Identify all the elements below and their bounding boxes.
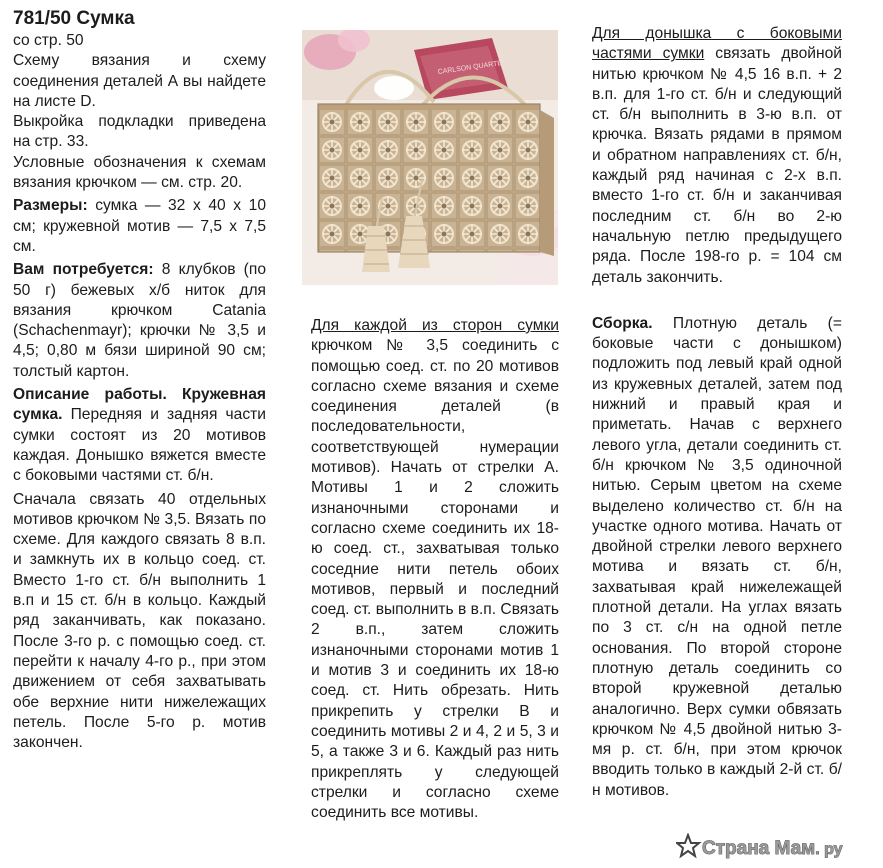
paragraph-description xyxy=(13,385,266,486)
sizes-text: сумка — 32 х 40 х 10 см; кружевной мотив — 7,5 х 7,5 см. xyxy=(13,197,266,255)
paragraph-scheme: Схему вязания и схему соединения деталей А вы найдете на листе D. xyxy=(13,52,266,110)
paragraph-sizes xyxy=(13,196,266,257)
paragraph-motifs: Сначала связать 40 отдельных мотивов крючком № 3,5. Вязать по схеме. Для каждого связать 8 в.п. и замкнуть их в кольцо соед. ст. Вместо 1-го ст. б/н выполнить 1 в.п и 15 ст. б/н в кольцо. Каждый ряд заканчивать, как показано. После 3-го р. с помощью соед. ст. перейти к началу 4-го р., при этом движением от себя захватывать обе верхние нити нижележащих петель. После 5-го р. мотив закончен. xyxy=(13,490,266,752)
column-middle xyxy=(311,316,559,823)
bag-label-text: CARLSON QUARTERLY xyxy=(437,58,516,76)
bag-photo xyxy=(302,30,558,285)
crochet-bag-illustration xyxy=(302,30,558,285)
assembly-label: Сборка. xyxy=(592,314,653,332)
watermark-svg xyxy=(676,833,876,863)
paragraph-symbols: Условные обозначения к схемам вязания крючком — см. стр. 20. xyxy=(13,153,266,192)
description-text: Передняя и задняя части сумки состоят из 20 мотивов каждая. Донышко вяжется вместе с боковыми частями ст. б/н. xyxy=(13,406,266,485)
column-right xyxy=(592,24,842,801)
watermark-name: Страна Мам xyxy=(702,838,816,859)
watermark-text xyxy=(702,838,843,859)
paragraph-sides xyxy=(311,316,559,823)
star-logo-icon xyxy=(677,835,699,856)
bottom-heading: Для донышка с боковыми частями сумки xyxy=(592,25,842,63)
paragraph-assembly xyxy=(592,314,842,801)
bottom-text: связать двойной нитью крючком № 4,5 16 в.п. + 2 в.п. для 1-го ст. б/н и следующий ст. б/н выполнить в 3-ю в.п. от крючка. Вязать рядами в прямом и обратном направлениях ст. б/н, каждый ряд начиная с 2-х в.п. вместо 1-го ст. б/н и заканчивая последним ст. б/н во 2-ю начальную петлю предыдущего ряда. После 198-го р. = 104 см деталь закончить. xyxy=(592,45,842,286)
paragraph-bottom xyxy=(592,24,842,288)
sides-heading: Для каждой из сторон сумки xyxy=(311,317,559,334)
description-label: Описание работы. Кружевная сумка. xyxy=(13,386,266,424)
page-title: 781/50 Сумка xyxy=(13,8,135,29)
sides-text: крючком № 3,5 соединить с помощью соед. ст. по 20 мотивов согласно схеме вязания и схеме соединения деталей (в последовательности, соответствующей нумерации мотивов). Начать от стрелки А. Мотивы 1 и 2 сложить изнаночными сторонами и согласно схеме соединить их 18-ю соед. ст., захватывая только соседние нити петель обоих мотивов, первый и последний соед. ст. выполнить в в.п. Связать 2 в.п., затем сложить изнаночными сторонами мотив 1 и мотив 3 и соединить их 18-ю соед. ст. Нить обрезать. Нить прикрепить у стрелки В и соединить мотивы 2 и 4, 2 и 5, 3 и 5, а также 3 и 6. Каждый раз нить прикреплять у следующей стрелки и согласно схеме соединить все мотивы. xyxy=(311,337,559,822)
assembly-text: Плотную деталь (= боковые части с донышком) подложить под левый край одной из кружевных деталей, затем под нижний и правый края и приметать. Начав с верхнего левого угла, детали соединить ст. б/н крючком № 3,5 одиночной нитью. Серым цветом на схеме выделено количество ст. б/н на участке одного мотива. Начать от двойной стрелки левого верхнего мотива и вязать ст. б/н, захватывая край нижележащей плотной детали. На углах вязать по 3 ст. с/н на одной петле основания. По второй стороне плотную деталь соединить со второй кружевной деталью аналогично. Верх сумки обвязать крючком № 4,5 двойной нитью 3-мя р. ст. б/н, при этом крючок вводить только в каждый 2-й ст. б/н мотивов. xyxy=(592,314,842,799)
materials-text: 8 клубков (по 50 г) бежевых х/б ниток для вязания крючком Catania (Schachenmayr); крючки № 3,5 и 4,5; 0,80 м бязи шириной 90 см; толстый картон. xyxy=(13,261,266,380)
paragraph-lining: Выкройка подкладки приведена на стр. 33. xyxy=(13,113,266,151)
page-subtitle: со стр. 50 xyxy=(13,32,84,49)
column-left xyxy=(13,7,266,753)
sizes-label: Размеры: xyxy=(13,197,88,215)
paragraph-materials xyxy=(13,260,266,382)
site-watermark xyxy=(676,833,876,863)
watermark-suffix: . ру xyxy=(815,841,843,858)
materials-label: Вам потребуется: xyxy=(13,261,154,279)
